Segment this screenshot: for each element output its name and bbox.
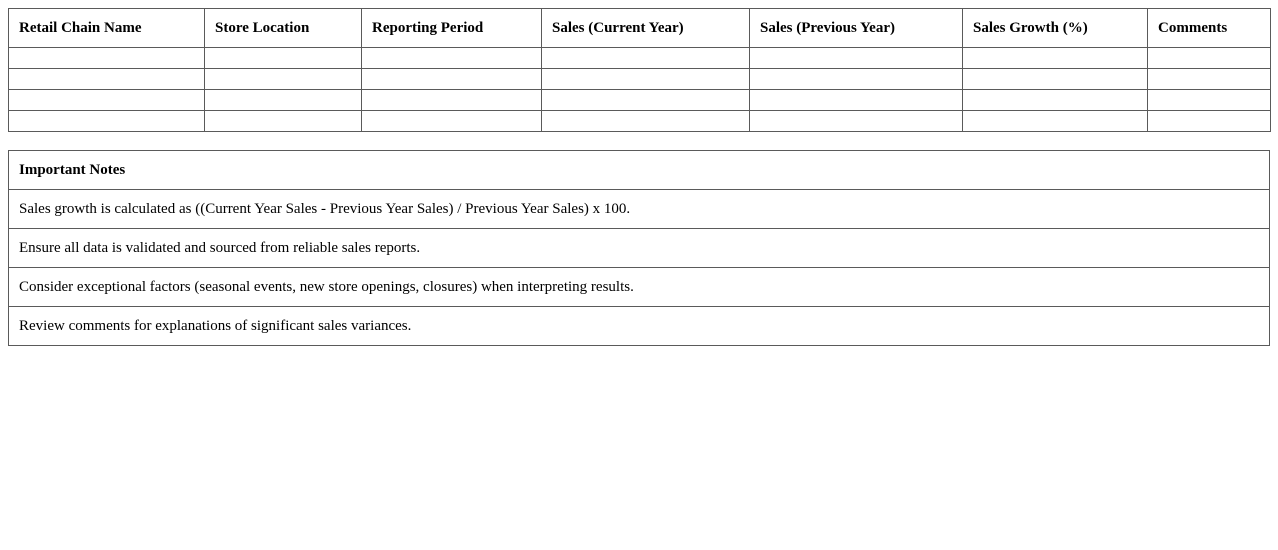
table-cell[interactable] — [205, 90, 362, 111]
table-cell[interactable] — [963, 90, 1148, 111]
table-cell[interactable] — [362, 69, 542, 90]
table-cell[interactable] — [542, 111, 750, 132]
sales-table — [8, 8, 1271, 132]
header-reporting-period: Reporting Period — [362, 9, 542, 48]
table-cell[interactable] — [542, 69, 750, 90]
table-cell[interactable] — [1148, 69, 1271, 90]
table-cell[interactable] — [750, 69, 963, 90]
note-text: Sales growth is calculated as ((Current Year Sales - Previous Year Sales) / Previous Year Sales) x 100. — [9, 190, 1270, 229]
header-retail-chain-name: Retail Chain Name — [9, 9, 205, 48]
table-row — [9, 48, 1271, 69]
table-row — [9, 111, 1271, 132]
table-cell[interactable] — [205, 69, 362, 90]
note-text: Review comments for explanations of significant sales variances. — [9, 307, 1270, 346]
header-store-location: Store Location — [205, 9, 362, 48]
table-cell[interactable] — [362, 48, 542, 69]
notes-table — [8, 150, 1270, 346]
list-item — [9, 268, 1270, 307]
list-item — [9, 190, 1270, 229]
header-comments: Comments — [1148, 9, 1271, 48]
table-cell[interactable] — [963, 48, 1148, 69]
list-item — [9, 307, 1270, 346]
header-sales-current-year: Sales (Current Year) — [542, 9, 750, 48]
table-cell[interactable] — [542, 90, 750, 111]
table-cell[interactable] — [9, 111, 205, 132]
table-row — [9, 90, 1271, 111]
table-cell[interactable] — [9, 69, 205, 90]
table-cell[interactable] — [750, 48, 963, 69]
sales-table-header-row — [9, 9, 1271, 48]
table-cell[interactable] — [750, 90, 963, 111]
notes-header-row — [9, 151, 1270, 190]
table-cell[interactable] — [963, 69, 1148, 90]
note-text: Ensure all data is validated and sourced from reliable sales reports. — [9, 229, 1270, 268]
header-sales-growth: Sales Growth (%) — [963, 9, 1148, 48]
table-cell[interactable] — [205, 48, 362, 69]
table-cell[interactable] — [362, 90, 542, 111]
notes-title: Important Notes — [9, 151, 1270, 190]
table-cell[interactable] — [1148, 48, 1271, 69]
header-sales-previous-year: Sales (Previous Year) — [750, 9, 963, 48]
table-row — [9, 69, 1271, 90]
table-cell[interactable] — [9, 48, 205, 69]
table-cell[interactable] — [205, 111, 362, 132]
table-cell[interactable] — [362, 111, 542, 132]
table-cell[interactable] — [1148, 111, 1271, 132]
list-item — [9, 229, 1270, 268]
table-cell[interactable] — [9, 90, 205, 111]
table-cell[interactable] — [963, 111, 1148, 132]
table-cell[interactable] — [542, 48, 750, 69]
table-cell[interactable] — [750, 111, 963, 132]
note-text: Consider exceptional factors (seasonal events, new store openings, closures) when interpreting results. — [9, 268, 1270, 307]
table-cell[interactable] — [1148, 90, 1271, 111]
